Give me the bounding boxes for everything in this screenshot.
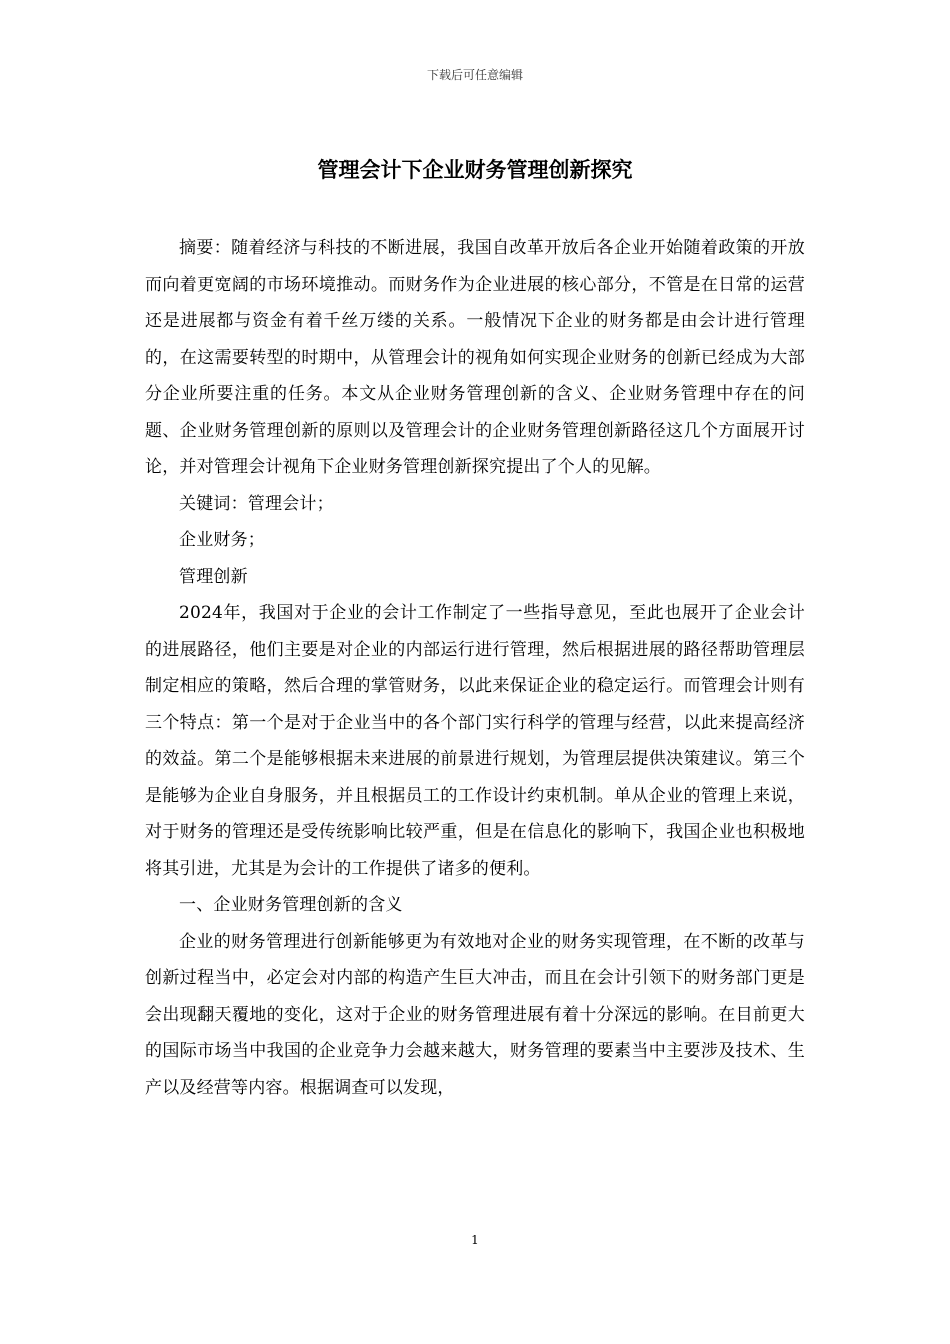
- abstract-paragraph: 摘要：随着经济与科技的不断进展，我国自改革开放后各企业开始随着政策的开放而向着更宽阔的市场环境推动。而财务作为企业进展的核心部分，不管是在日常的运营还是进展都与资金有着千丝万缕的关系。一般情况下企业的财务都是由会计进行管理的，在这需要转型的时期中，从管理会计的视角如何实现企业财务的创新已经成为大部分企业所要注重的任务。本文从企业财务管理创新的含义、企业财务管理中存在的问题、企业财务管理创新的原则以及管理会计的企业财务管理创新路径这几个方面展开讨论，并对管理会计视角下企业财务管理创新探究提出了个人的见解。: [145, 238, 805, 477]
- page-header: 下载后可任意编辑: [426, 68, 523, 82]
- document-title: 管理会计下企业财务管理创新探究: [317, 157, 633, 182]
- document-body: [145, 230, 805, 1106]
- section-paragraph: 企业的财务管理进行创新能够更为有效地对企业的财务实现管理，在不断的改革与创新过程当中，必定会对内部的构造产生巨大冲击，而且在会计引领下的财务部门更是会出现翻天覆地的变化，这对于企业的财务管理进展有着十分深远的影响。在目前更大的国际市场当中我国的企业竞争力会越来越大，财务管理的要素当中主要涉及技术、生产以及经营等内容。根据调查可以发现，: [145, 931, 805, 1098]
- page-number: 1: [471, 1233, 479, 1247]
- intro-paragraph: 2024年，我国对于企业的会计工作制定了一些指导意见，至此也展开了企业会计的进展路径，他们主要是对企业的内部运行进行管理，然后根据进展的路径帮助管理层制定相应的策略，然后合理的掌管财务，以此来保证企业的稳定运行。而管理会计则有三个特点：第一个是对于企业当中的各个部门实行科学的管理与经营，以此来提高经济的效益。第二个是能够根据未来进展的前景进行规划，为管理层提供决策建议。第三个是能够为企业自身服务，并且根据员工的工作设计约束机制。单从企业的管理上来说，对于财务的管理还是受传统影响比较严重，但是在信息化的影响下，我国企业也积极地将其引进，尤其是为会计的工作提供了诸多的便利。: [145, 603, 805, 879]
- section-heading: 一、企业财务管理创新的含义: [179, 895, 403, 915]
- keywords-line: 关键词：管理会计；: [179, 493, 334, 514]
- keyword-item: 管理创新: [179, 566, 248, 587]
- keyword-item: 企业财务；: [179, 530, 265, 550]
